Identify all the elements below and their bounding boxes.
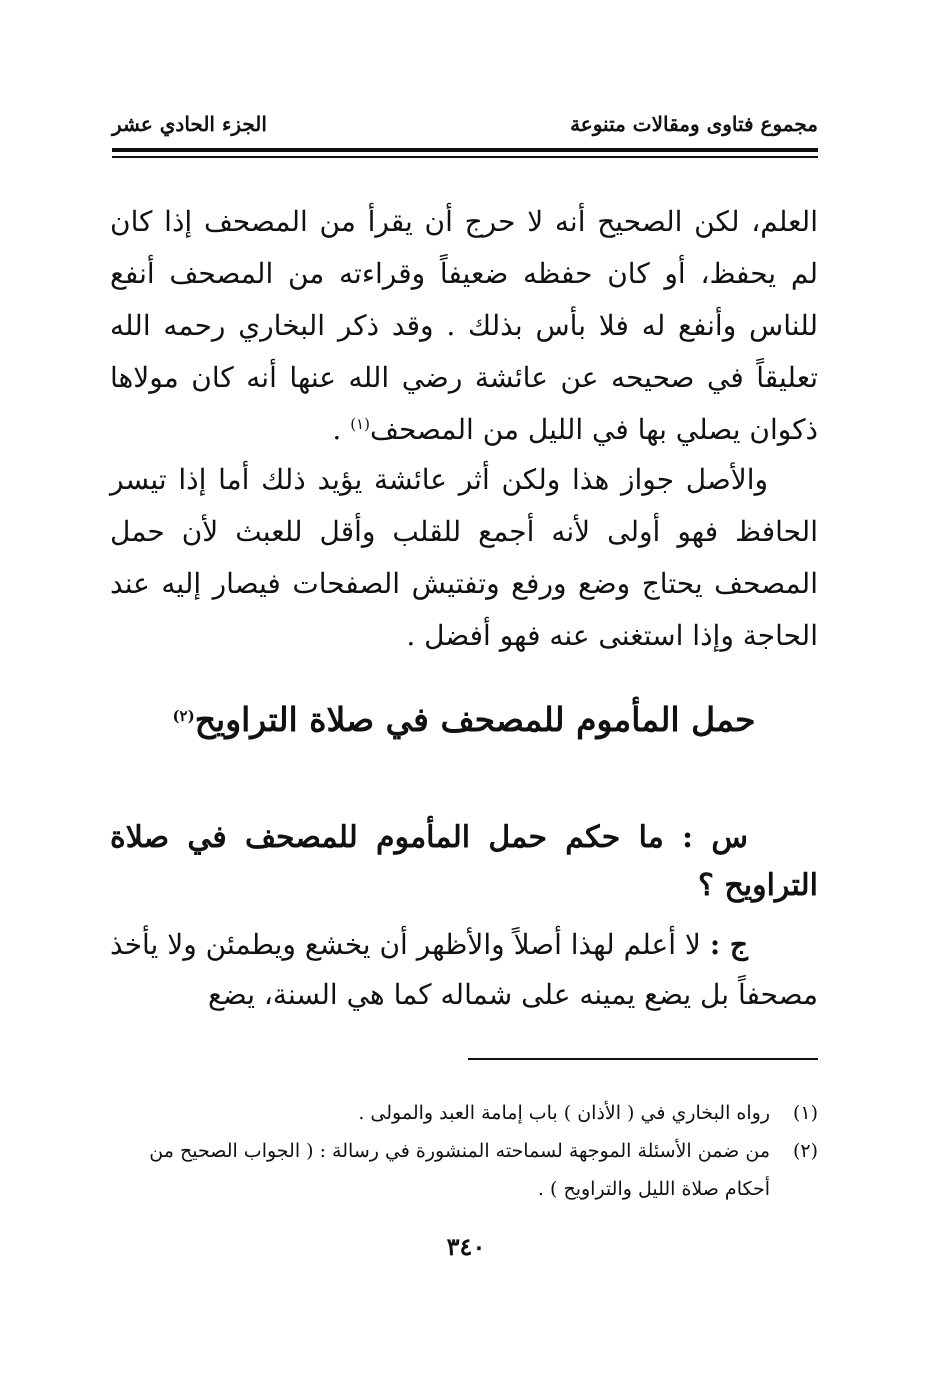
footnote-ref-1: (١) <box>350 415 370 433</box>
footnotes <box>110 1094 818 1208</box>
footnote-1 <box>110 1094 818 1132</box>
footnote-text: من ضمن الأسئلة الموجهة لسماحته المنشورة في رسالة : ( الجواب الصحيح من أحكام صلاة الليل والتراويح ) . <box>149 1140 770 1200</box>
book-title: مجموع فتاوى ومقالات متنوعة <box>570 112 818 136</box>
header-rule-thin <box>112 156 818 158</box>
answer <box>110 920 818 1020</box>
page-number: ٣٤٠ <box>446 1232 486 1261</box>
header-rule-thick <box>112 148 818 152</box>
footnote-ref-2: (٢) <box>172 707 195 725</box>
footnote-number: (١) <box>792 1102 818 1124</box>
section-heading-text: حمل المأموم للمصحف في صلاة التراويح <box>194 700 756 739</box>
footnote-separator <box>468 1058 818 1060</box>
volume-title: الجزء الحادي عشر <box>112 112 267 136</box>
footnote-number: (٢) <box>792 1140 818 1162</box>
section-heading <box>110 694 818 746</box>
question: س : ما حكم حمل المأموم للمصحف في صلاة التراويح ؟ <box>110 820 818 903</box>
answer-text: لا أعلم لهذا أصلاً والأظهر أن يخشع ويطمئن ولا يأخذ مصحفاً بل يضع يمينه على شماله كما هي السنة، يضع <box>110 928 818 1011</box>
body-paragraph-1 <box>110 196 818 456</box>
footnote-text: رواه البخاري في ( الأذان ) باب إمامة العبد والمولى . <box>358 1102 770 1124</box>
paragraph-1-text: العلم، لكن الصحيح أنه لا حرج أن يقرأ من المصحف إذا كان لم يحفظ، أو كان حفظه ضعيفاً وقراءته من المصحف أنفع للناس وأنفع له فلا بأس بذلك . وقد ذكر البخاري رحمه الله تعليقاً في صحيحه عن عائشة رضي الله عنها أنه كان مولاها ذكوان يصلي بها في الليل من المصحف <box>110 205 818 446</box>
running-header <box>112 112 818 142</box>
answer-lead: ج : <box>709 928 748 961</box>
paragraph-1-end: . <box>332 413 351 446</box>
footnote-2 <box>110 1132 818 1208</box>
body-paragraph-2: والأصل جواز هذا ولكن أثر عائشة يؤيد ذلك أما إذا تيسر الحافظ فهو أولى لأنه أجمع للقلب وأقل للعبث لأن حمل المصحف يحتاج وضع ورفع وتفتيش الصفحات فيصار إليه عند الحاجة وإذا استغنى عنه فهو أفضل . <box>110 463 818 652</box>
